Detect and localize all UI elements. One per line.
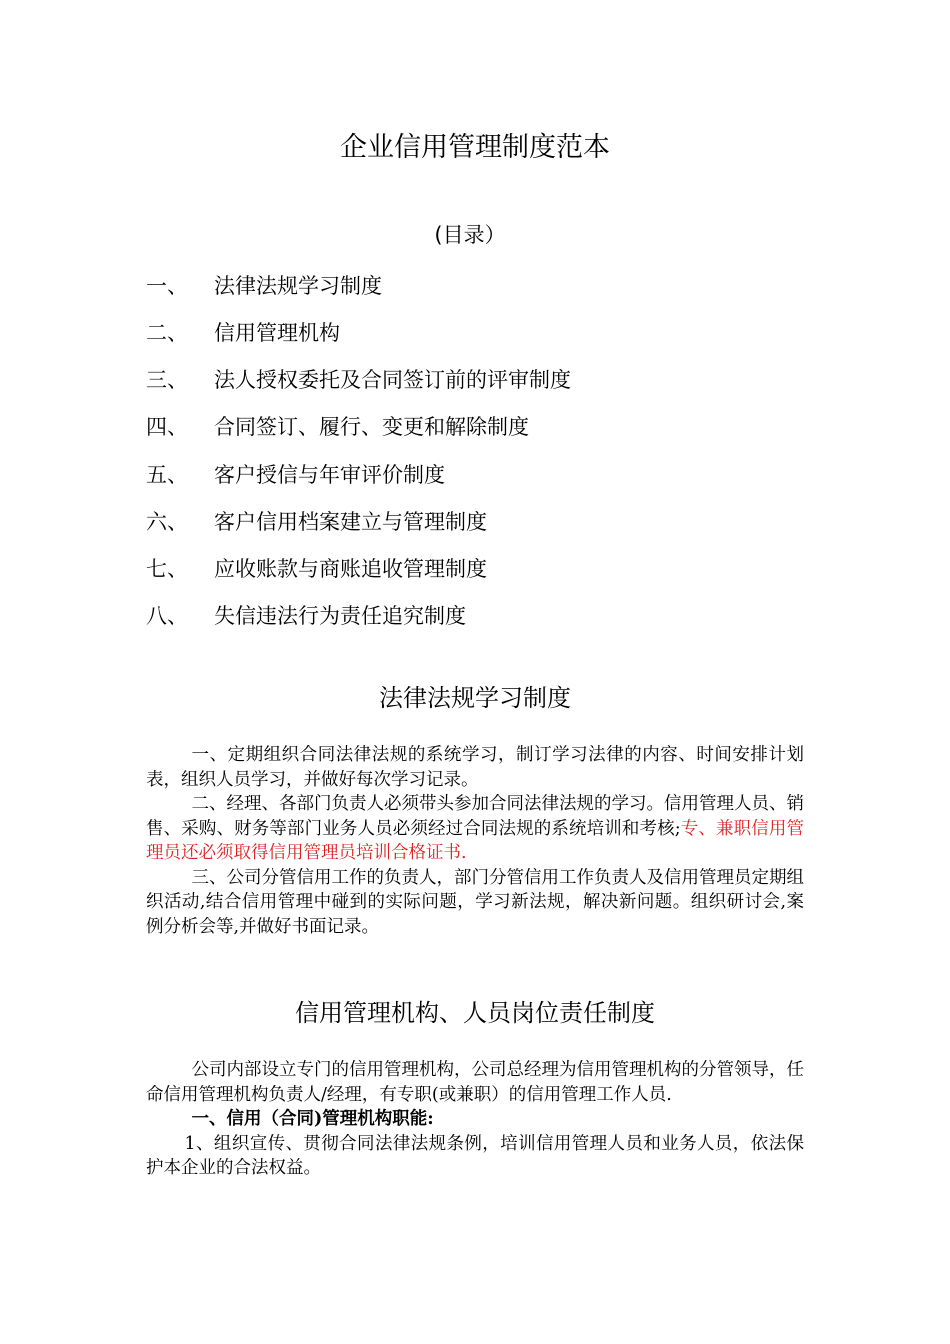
toc-item-label: 合同签订、履行、变更和解除制度 (214, 415, 529, 439)
section-title: 法律法规学习制度 (379, 684, 571, 712)
toc-item-number: 二、 (146, 321, 188, 345)
toc-item-number: 八、 (146, 604, 188, 628)
paragraph (146, 792, 804, 866)
section-body (146, 1058, 804, 1181)
toc-heading: (目录） (434, 223, 506, 247)
toc-item-number: 六、 (146, 510, 188, 534)
section-title: 信用管理机构、人员岗位责任制度 (295, 999, 655, 1027)
toc-item (146, 364, 571, 396)
section-body (146, 743, 804, 939)
toc-item-label: 信用管理机构 (214, 321, 340, 345)
toc-item-number: 五、 (146, 463, 188, 487)
toc-item (146, 506, 487, 538)
toc-item-label: 客户信用档案建立与管理制度 (214, 510, 487, 534)
toc-item-number: 三、 (146, 368, 188, 392)
paragraph: 公司内部设立专门的信用管理机构，公司总经理为信用管理机构的分管领导，任命信用管理机构负责人/经理，有专职(或兼职）的信用管理工作人员. (146, 1060, 804, 1105)
toc-item-label: 法律法规学习制度 (214, 274, 382, 298)
sub-heading: 一、信用（合同)管理机构职能: (191, 1109, 434, 1129)
highlighted-text: 专、兼职信用管理员还必须取得信用管理员培训合格证书. (146, 818, 804, 863)
toc-item-number: 七、 (146, 557, 188, 581)
toc-item-label: 客户授信与年审评价制度 (214, 463, 445, 487)
toc-item (146, 553, 487, 585)
toc-item-label: 法人授权委托及合同签订前的评审制度 (214, 368, 571, 392)
toc-item-number: 四、 (146, 415, 188, 439)
paragraph: 三、公司分管信用工作的负责人，部门分管信用工作负责人及信用管理员定期组织活动,结合信用管理中碰到的实际问题，学习新法规，解决新问题。组织研讨会,案例分析会等,并做好书面记录。 (146, 867, 804, 937)
toc-item-number: 一、 (146, 274, 188, 298)
toc-item (146, 459, 445, 491)
paragraph-text: 二、经理、各部门负责人必须带头参加合同法律法规的学习。信用管理人员、销售、采购、财务等部门业务人员必须经过合同法规的系统培训和考核; (146, 794, 804, 839)
document-title: 企业信用管理制度范本 (340, 132, 610, 163)
paragraph: 1、组织宣传、贯彻合同法律法规条例，培训信用管理人员和业务人员，依法保护本企业的合法权益。 (146, 1133, 804, 1178)
toc-item (146, 317, 340, 349)
paragraph: 一、定期组织合同法律法规的系统学习，制订学习法律的内容、时间安排计划表，组织人员学习，并做好每次学习记录。 (146, 745, 804, 790)
toc-item (146, 270, 382, 302)
toc-item (146, 600, 466, 632)
toc-item (146, 411, 529, 443)
toc-item-label: 应收账款与商账追收管理制度 (214, 557, 487, 581)
toc-item-label: 失信违法行为责任追究制度 (214, 604, 466, 628)
